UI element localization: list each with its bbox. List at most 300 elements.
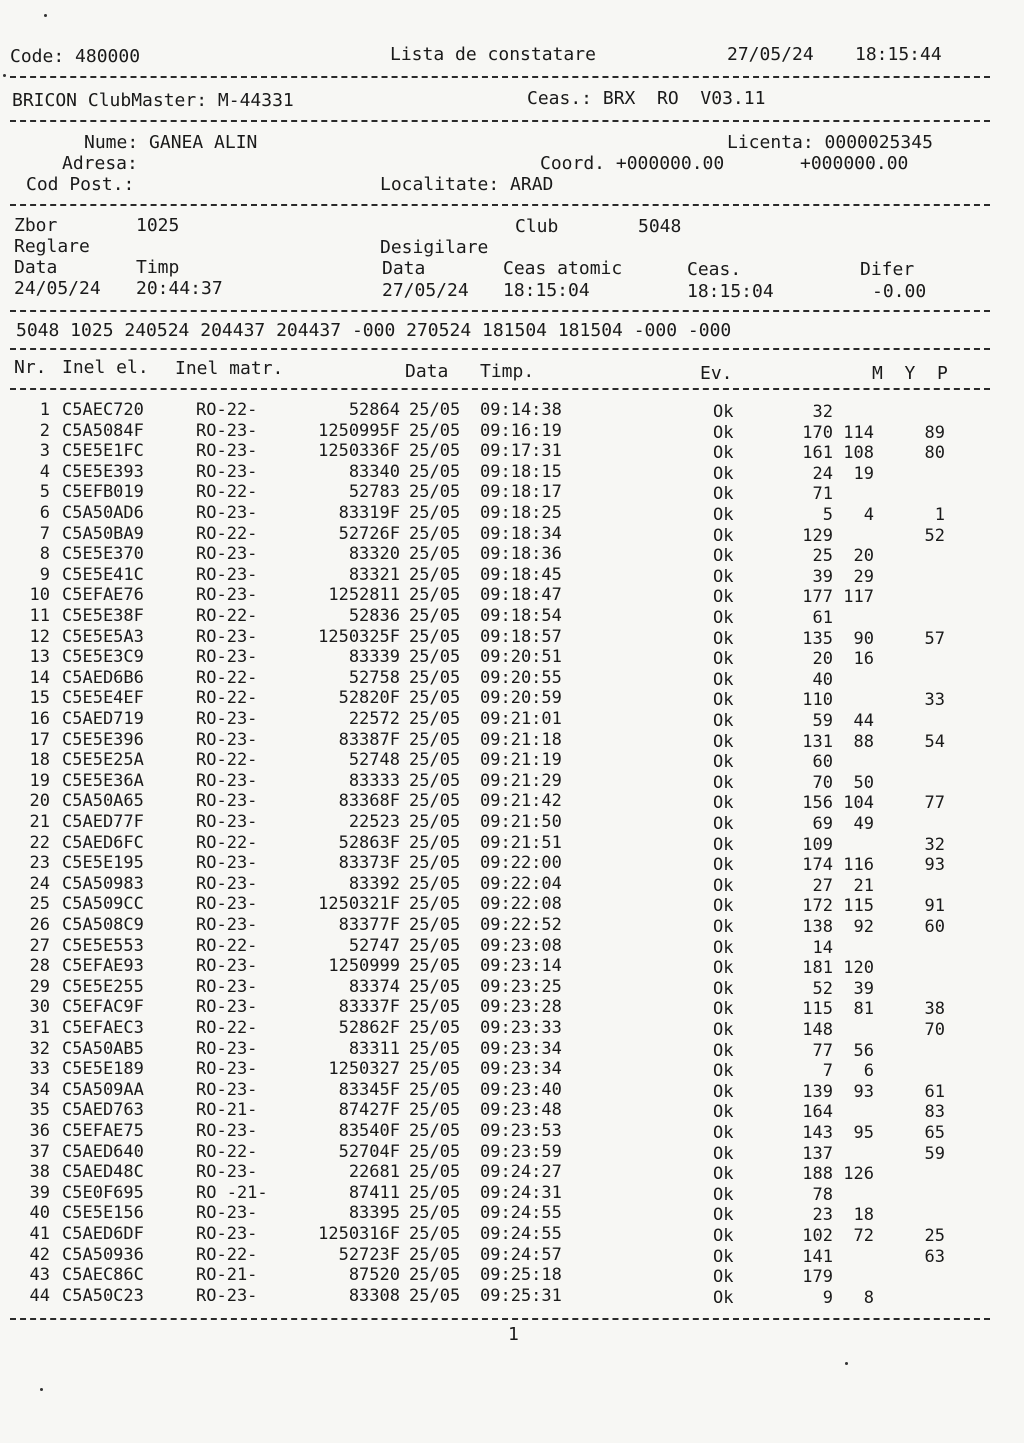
value-y: 120	[843, 958, 874, 979]
value-m: 5	[822, 505, 833, 525]
arrival-date: 25/05	[409, 709, 461, 729]
ring-series: RO-23-	[196, 956, 258, 977]
arrival-time: 09:18:34	[480, 523, 562, 544]
row-number: 3	[39, 441, 50, 462]
event-status: Ok	[713, 608, 734, 628]
arrival-date: 25/05	[409, 729, 461, 750]
clock-label: Ceas.: BRX RO V03.11	[527, 88, 766, 109]
row-number: 2	[39, 420, 50, 441]
ring-number: 83333	[348, 770, 400, 791]
row-number: 37	[29, 1141, 50, 1162]
col-date: Data	[405, 361, 449, 382]
setting-label: Reglare	[14, 236, 90, 257]
event-status: Ok	[713, 1226, 734, 1246]
event-status: Ok	[713, 443, 734, 464]
arrival-date: 25/05	[409, 1265, 461, 1286]
value-m: 77	[812, 1040, 833, 1061]
ring-number: 52863F	[338, 832, 400, 853]
value-m: 25	[812, 546, 833, 567]
arrival-date: 25/05	[409, 1141, 461, 1162]
value-y: 95	[853, 1123, 874, 1143]
arrival-date: 25/05	[409, 647, 461, 668]
address-label: Adresa:	[62, 153, 138, 174]
ring-number: 1250321F	[318, 894, 400, 915]
event-status: Ok	[713, 814, 734, 834]
arrival-time: 09:22:04	[480, 873, 562, 894]
electronic-ring: C5A50983	[62, 873, 144, 894]
arrival-time: 09:21:42	[480, 791, 562, 812]
value-m: 32	[812, 402, 833, 422]
coordinates: Coord. +000000.00	[540, 153, 725, 174]
ring-series: RO-23-	[196, 915, 258, 935]
electronic-ring: C5E5E255	[62, 976, 144, 997]
ring-series: RO-22-	[196, 606, 258, 626]
value-p: 25	[924, 1226, 945, 1246]
unsealing-label: Desigilare	[380, 237, 489, 258]
row-number: 35	[29, 1100, 50, 1121]
col-myp: M Y P	[872, 363, 948, 384]
value-m: 71	[812, 484, 833, 505]
ring-number: 52748	[348, 750, 400, 771]
print-time: 18:15:44	[855, 44, 942, 65]
event-status: Ok	[713, 1081, 734, 1102]
col-electronic-ring: Inel el.	[62, 357, 149, 378]
value-p: 60	[924, 917, 945, 937]
electronic-ring: C5EFAE76	[62, 585, 144, 606]
value-y: 92	[853, 917, 874, 937]
row-number: 28	[29, 956, 50, 977]
value-y: 4	[863, 505, 874, 525]
event-status: Ok	[713, 834, 734, 855]
ring-series: RO-23-	[196, 1038, 258, 1059]
event-status: Ok	[713, 649, 734, 670]
value-m: 177	[802, 587, 833, 608]
difference-value: -0.00	[872, 281, 927, 302]
value-y: 50	[853, 772, 874, 793]
ring-series: RO-23-	[196, 544, 258, 565]
ring-number: 83337F	[338, 997, 400, 1018]
event-status: Ok	[713, 752, 734, 773]
divider	[10, 1318, 990, 1320]
event-status: Ok	[713, 690, 734, 711]
value-m: 7	[822, 1061, 833, 1082]
divider	[10, 120, 990, 122]
value-y: 8	[863, 1287, 874, 1308]
value-m: 139	[802, 1081, 833, 1102]
arrival-date: 25/05	[409, 976, 461, 997]
arrival-time: 09:23:53	[480, 1121, 562, 1141]
arrival-time: 09:23:40	[480, 1079, 562, 1100]
electronic-ring: C5E5E36A	[62, 770, 144, 791]
value-m: 137	[802, 1143, 833, 1164]
ring-series: RO-23-	[196, 1059, 258, 1080]
electronic-ring: C5EFAE75	[62, 1121, 144, 1141]
electronic-ring: C5AED77F	[62, 812, 144, 832]
atomic-clock-label: Ceas atomic	[503, 258, 623, 279]
date-label: Data	[14, 257, 58, 278]
value-p: 61	[924, 1081, 945, 1102]
electronic-ring: C5AED763	[62, 1100, 144, 1121]
value-p: 52	[924, 525, 945, 546]
value-m: 156	[802, 793, 833, 814]
unseal-date: 27/05/24	[382, 280, 469, 301]
value-m: 115	[802, 999, 833, 1020]
arrival-date: 25/05	[409, 482, 461, 503]
ring-number: 52747	[348, 935, 400, 956]
arrival-time: 09:18:54	[480, 606, 562, 626]
ring-number: 83540F	[338, 1121, 400, 1141]
row-number: 9	[39, 564, 50, 585]
event-status: Ok	[713, 855, 734, 876]
event-status: Ok	[713, 525, 734, 546]
arrival-time: 09:18:47	[480, 585, 562, 606]
arrival-date: 25/05	[409, 853, 461, 874]
value-y: 108	[843, 443, 874, 464]
arrival-time: 09:18:36	[480, 544, 562, 565]
electronic-ring: C5AEC720	[62, 400, 144, 420]
row-number: 27	[29, 935, 50, 956]
value-y: 56	[853, 1040, 874, 1061]
value-y: 88	[853, 731, 874, 752]
electronic-ring: C5EFAE93	[62, 956, 144, 977]
arrival-time: 09:21:29	[480, 770, 562, 791]
ring-number: 83311	[348, 1038, 400, 1059]
ring-number: 1250995F	[318, 420, 400, 441]
ring-number: 83319F	[338, 503, 400, 523]
ring-series: RO-23-	[196, 853, 258, 874]
electronic-ring: C5A509AA	[62, 1079, 144, 1100]
event-status: Ok	[713, 1061, 734, 1082]
event-status: Ok	[713, 793, 734, 814]
arrival-date: 25/05	[409, 1244, 461, 1265]
ring-series: RO-22-	[196, 1244, 258, 1265]
value-m: 131	[802, 731, 833, 752]
row-number: 36	[29, 1121, 50, 1141]
event-status: Ok	[713, 875, 734, 896]
ring-series: RO-23-	[196, 1203, 258, 1224]
ring-number: 83321	[348, 564, 400, 585]
ring-series: RO-22-	[196, 667, 258, 688]
electronic-ring: C5E5E370	[62, 544, 144, 565]
event-status: Ok	[713, 1143, 734, 1164]
col-event: Ev.	[700, 363, 733, 384]
flight-label: Zbor	[14, 215, 58, 236]
value-m: 129	[802, 525, 833, 546]
electronic-ring: C5E5E1FC	[62, 441, 144, 462]
electronic-ring: C5EFAEC3	[62, 1018, 144, 1038]
ring-number: 1250325F	[318, 626, 400, 647]
electronic-ring: C5E5E189	[62, 1059, 144, 1080]
locality: Localitate: ARAD	[380, 174, 554, 195]
setting-time: 20:44:37	[136, 278, 223, 299]
ring-series: RO-21-	[196, 1265, 258, 1286]
arrival-date: 25/05	[409, 915, 461, 935]
row-number: 33	[29, 1059, 50, 1080]
coordinates-second: +000000.00	[800, 153, 909, 174]
ring-series: RO-23-	[196, 420, 258, 441]
value-p: 83	[924, 1102, 945, 1123]
event-status: Ok	[713, 1102, 734, 1123]
arrival-date: 25/05	[409, 1100, 461, 1121]
value-y: 21	[853, 875, 874, 896]
arrival-date: 25/05	[409, 1038, 461, 1059]
value-y: 117	[843, 587, 874, 608]
value-m: 9	[822, 1287, 833, 1308]
value-p: 1	[934, 505, 945, 525]
arrival-time: 09:22:08	[480, 894, 562, 915]
electronic-ring: C5E5E393	[62, 461, 144, 482]
arrival-time: 09:24:57	[480, 1244, 562, 1265]
arrival-date: 25/05	[409, 956, 461, 977]
ring-number: 83374	[348, 976, 400, 997]
ring-series: RO-23-	[196, 647, 258, 668]
page-number: 1	[508, 1324, 519, 1345]
postal-code-label: Cod Post.:	[26, 174, 135, 195]
value-m: 69	[812, 814, 833, 834]
ring-number: 22681	[348, 1162, 400, 1183]
value-m: 179	[802, 1267, 833, 1288]
scan-speck	[44, 14, 47, 17]
ring-series: RO-23-	[196, 564, 258, 585]
ring-number: 83377F	[338, 915, 400, 935]
arrival-time: 09:21:18	[480, 729, 562, 750]
value-y: 72	[853, 1226, 874, 1246]
row-number: 39	[29, 1182, 50, 1203]
value-m: 61	[812, 608, 833, 628]
arrival-time: 09:24:55	[480, 1203, 562, 1224]
divider	[10, 204, 990, 206]
electronic-ring: C5A5084F	[62, 420, 144, 441]
row-number: 24	[29, 873, 50, 894]
value-y: 90	[853, 628, 874, 649]
row-number: 7	[39, 523, 50, 544]
ring-series: RO -21-	[196, 1182, 268, 1203]
arrival-date: 25/05	[409, 1285, 461, 1306]
ring-series: RO-23-	[196, 461, 258, 482]
value-m: 174	[802, 855, 833, 876]
electronic-ring: C5E5E25A	[62, 750, 144, 771]
value-m: 52	[812, 978, 833, 999]
scan-speck	[40, 1388, 43, 1391]
ring-number: 87427F	[338, 1100, 400, 1121]
value-m: 170	[802, 422, 833, 443]
value-p: 65	[924, 1123, 945, 1143]
value-m: 181	[802, 958, 833, 979]
ring-series: RO-22-	[196, 400, 258, 420]
event-status: Ok	[713, 1246, 734, 1267]
arrival-time: 09:22:00	[480, 853, 562, 874]
setting-date: 24/05/24	[14, 278, 101, 299]
row-number: 1	[39, 400, 50, 420]
event-status: Ok	[713, 978, 734, 999]
ring-series: RO-23-	[196, 1162, 258, 1183]
value-y: 126	[843, 1164, 874, 1185]
arrival-time: 09:23:48	[480, 1100, 562, 1121]
value-m: 188	[802, 1164, 833, 1185]
row-number: 19	[29, 770, 50, 791]
ring-number: 83320	[348, 544, 400, 565]
value-p: 57	[924, 628, 945, 649]
event-status: Ok	[713, 896, 734, 917]
arrival-date: 25/05	[409, 935, 461, 956]
unseal-date-label: Data	[382, 258, 426, 279]
ring-number: 1250327	[328, 1059, 400, 1080]
event-status: Ok	[713, 1164, 734, 1185]
ring-series: RO-23-	[196, 503, 258, 523]
ring-number: 52704F	[338, 1141, 400, 1162]
ring-number: 52836	[348, 606, 400, 626]
value-y: 29	[853, 566, 874, 587]
event-status: Ok	[713, 1287, 734, 1308]
electronic-ring: C5AED6DF	[62, 1224, 144, 1244]
club-label: Club	[515, 216, 559, 237]
atomic-time: 18:15:04	[503, 280, 590, 301]
event-status: Ok	[713, 917, 734, 937]
col-ring-number: Inel matr.	[175, 358, 284, 379]
value-p: 54	[924, 731, 945, 752]
print-date: 27/05/24	[727, 44, 814, 65]
event-status: Ok	[713, 1184, 734, 1205]
arrival-time: 09:25:18	[480, 1265, 562, 1286]
ring-number: 52726F	[338, 523, 400, 544]
value-m: 102	[802, 1226, 833, 1246]
value-m: 59	[812, 711, 833, 731]
ring-number: 52864	[348, 400, 400, 420]
scan-speck	[3, 74, 6, 77]
electronic-ring: C5E5E396	[62, 729, 144, 750]
value-m: 109	[802, 834, 833, 855]
electronic-ring: C5EFAC9F	[62, 997, 144, 1018]
ring-series: RO-23-	[196, 1121, 258, 1141]
value-m: 135	[802, 628, 833, 649]
arrival-time: 09:18:17	[480, 482, 562, 503]
value-y: 16	[853, 649, 874, 670]
value-m: 161	[802, 443, 833, 464]
ring-series: RO-22-	[196, 482, 258, 503]
event-status: Ok	[713, 566, 734, 587]
row-number: 6	[39, 503, 50, 523]
event-status: Ok	[713, 1205, 734, 1226]
electronic-ring: C5AED48C	[62, 1162, 144, 1183]
value-m: 60	[812, 752, 833, 773]
arrival-date: 25/05	[409, 873, 461, 894]
event-status: Ok	[713, 999, 734, 1020]
row-number: 18	[29, 750, 50, 771]
arrival-time: 09:16:19	[480, 420, 562, 441]
electronic-ring: C5AED640	[62, 1141, 144, 1162]
value-p: 70	[924, 1020, 945, 1040]
ring-series: RO-23-	[196, 770, 258, 791]
electronic-ring: C5EFB019	[62, 482, 144, 503]
electronic-ring: C5E5E38F	[62, 606, 144, 626]
encoded-line: 5048 1025 240524 204437 204437 -000 270524 181504 181504 -000 -000	[16, 320, 732, 341]
electronic-ring: C5E5E156	[62, 1203, 144, 1224]
arrival-date: 25/05	[409, 791, 461, 812]
ring-series: RO-23-	[196, 1079, 258, 1100]
electronic-ring: C5A50BA9	[62, 523, 144, 544]
ring-series: RO-22-	[196, 935, 258, 956]
arrival-time: 09:18:45	[480, 564, 562, 585]
arrival-time: 09:23:34	[480, 1038, 562, 1059]
ring-number: 83340	[348, 461, 400, 482]
arrival-date: 25/05	[409, 441, 461, 462]
row-number: 42	[29, 1244, 50, 1265]
value-m: 24	[812, 463, 833, 484]
value-y: 104	[843, 793, 874, 814]
value-p: 32	[924, 834, 945, 855]
arrival-time: 09:23:33	[480, 1018, 562, 1038]
ring-number: 22523	[348, 812, 400, 832]
row-number: 13	[29, 647, 50, 668]
ring-number: 1250999	[328, 956, 400, 977]
ring-series: RO-22-	[196, 523, 258, 544]
value-y: 19	[853, 463, 874, 484]
event-status: Ok	[713, 1020, 734, 1040]
value-m: 148	[802, 1020, 833, 1040]
row-number: 14	[29, 667, 50, 688]
col-time: Timp.	[480, 361, 535, 382]
value-y: 18	[853, 1205, 874, 1226]
arrival-time: 09:18:57	[480, 626, 562, 647]
arrival-time: 09:23:25	[480, 976, 562, 997]
arrival-time: 09:23:08	[480, 935, 562, 956]
value-y: 49	[853, 814, 874, 834]
arrival-date: 25/05	[409, 750, 461, 771]
event-status: Ok	[713, 669, 734, 690]
time-label: Timp	[136, 257, 180, 278]
ring-series: RO-23-	[196, 894, 258, 915]
ring-number: 1250316F	[318, 1224, 400, 1244]
divider	[10, 348, 990, 350]
electronic-ring: C5AEC86C	[62, 1265, 144, 1286]
ring-number: 83308	[348, 1285, 400, 1306]
row-number: 4	[39, 461, 50, 482]
value-m: 27	[812, 875, 833, 896]
row-number: 21	[29, 812, 50, 832]
event-status: Ok	[713, 628, 734, 649]
value-m: 141	[802, 1246, 833, 1267]
value-p: 38	[924, 999, 945, 1020]
event-status: Ok	[713, 1040, 734, 1061]
arrival-time: 09:24:31	[480, 1182, 562, 1203]
ring-number: 52758	[348, 667, 400, 688]
arrival-time: 09:21:51	[480, 832, 562, 853]
ring-series: RO-23-	[196, 1285, 258, 1306]
value-y: 116	[843, 855, 874, 876]
arrival-time: 09:20:51	[480, 647, 562, 668]
ring-number: 83345F	[338, 1079, 400, 1100]
scan-speck	[845, 1362, 848, 1365]
arrival-date: 25/05	[409, 812, 461, 832]
event-status: Ok	[713, 772, 734, 793]
row-number: 41	[29, 1224, 50, 1244]
ring-series: RO-23-	[196, 791, 258, 812]
ring-series: RO-23-	[196, 976, 258, 997]
ring-number: 52862F	[338, 1018, 400, 1038]
event-status: Ok	[713, 958, 734, 979]
row-number: 15	[29, 688, 50, 709]
arrival-time: 09:21:50	[480, 812, 562, 832]
arrival-date: 25/05	[409, 544, 461, 565]
row-number: 22	[29, 832, 50, 853]
ring-series: RO-23-	[196, 441, 258, 462]
arrival-date: 25/05	[409, 1121, 461, 1141]
ring-number: 1250336F	[318, 441, 400, 462]
electronic-ring: C5E5E3C9	[62, 647, 144, 668]
value-m: 23	[812, 1205, 833, 1226]
row-number: 20	[29, 791, 50, 812]
arrival-time: 09:22:52	[480, 915, 562, 935]
